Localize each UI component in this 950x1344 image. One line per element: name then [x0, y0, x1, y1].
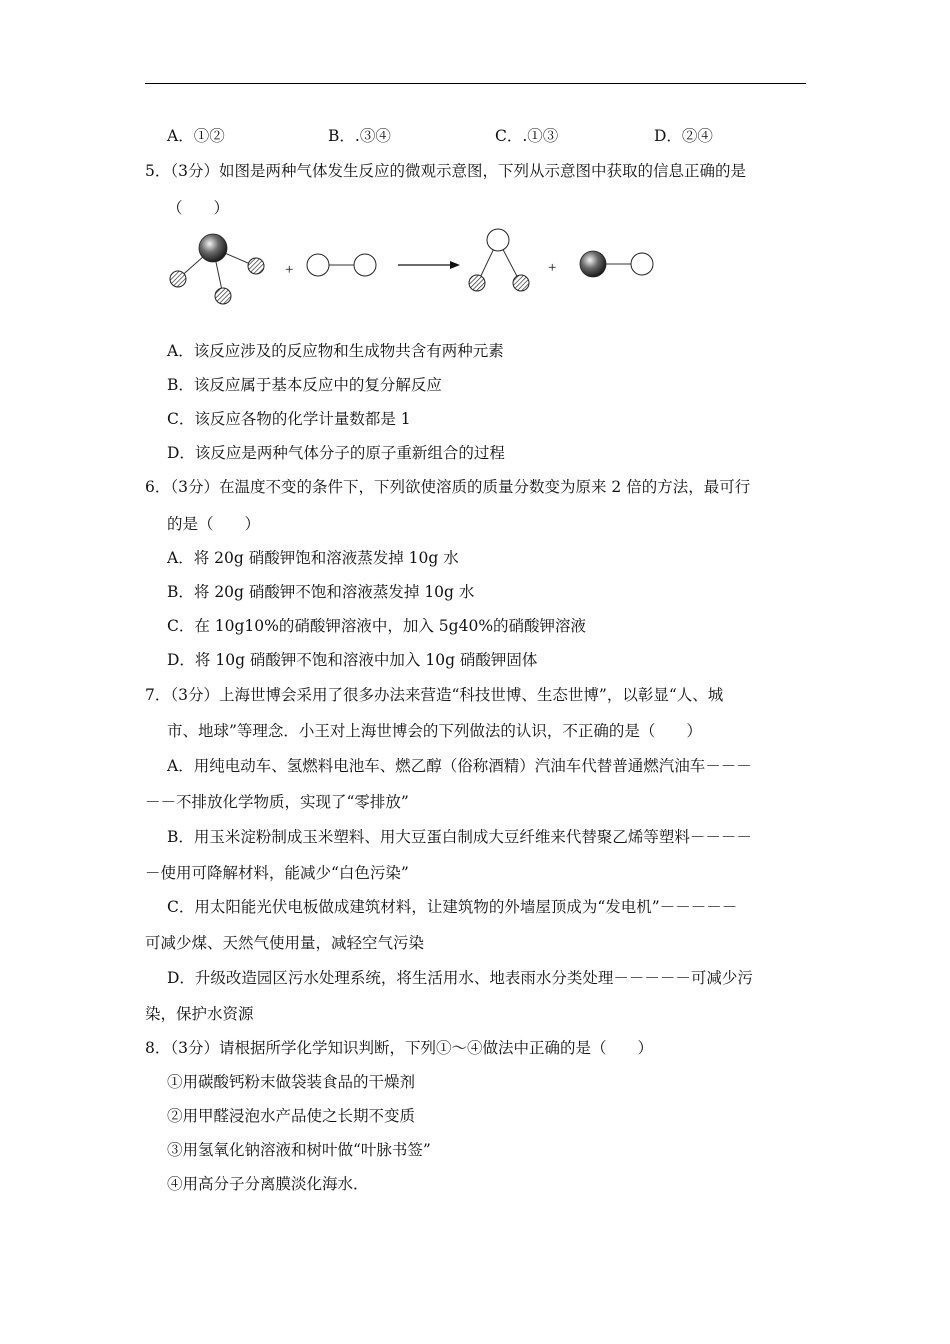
- white-atom: [307, 254, 329, 276]
- plus-sign-2: +: [548, 260, 557, 276]
- q7-option-c-line1[interactable]: C．用太阳能光伏电板做成建筑材料，让建筑物的外墙屋顶成为“发电机”－－－－－: [167, 898, 738, 916]
- hatched-atom: [170, 271, 186, 287]
- q5-option-a[interactable]: A．该反应涉及的反应物和生成物共含有两种元素: [167, 342, 504, 360]
- q7-option-a-line1[interactable]: A．用纯电动车、氢燃料电池车、燃乙醇（俗称酒精）汽油车代替普通燃汽油车－－－: [167, 757, 752, 775]
- q4-option-a[interactable]: A．①②: [167, 127, 225, 145]
- q6-option-c[interactable]: C．在 10g10%的硝酸钾溶液中，加入 5g40%的硝酸钾溶液: [167, 617, 587, 635]
- hatched-atom: [248, 258, 264, 274]
- q5-option-d[interactable]: D．该反应是两种气体分子的原子重新组合的过程: [167, 444, 505, 462]
- q4-options: [0, 126, 950, 148]
- white-atom: [487, 229, 509, 251]
- dark-atom: [580, 251, 606, 277]
- header-rule: [145, 83, 806, 84]
- q4-option-c[interactable]: C．.①③: [495, 127, 559, 145]
- q7-option-d-line2[interactable]: 染，保护水资源: [145, 1005, 254, 1023]
- q7-option-c-line2[interactable]: 可减少煤、天然气使用量，减轻空气污染: [145, 934, 425, 952]
- q4-option-d[interactable]: D．②④: [654, 127, 713, 145]
- q7-stem-line1: 7．（3分）上海世博会采用了很多办法来营造“科技世博、生态世博”，以彰显“人、城: [145, 686, 724, 704]
- q8-item-3: ③用氢氧化钠溶液和树叶做“叶脉书签”: [167, 1141, 431, 1159]
- q8-stem: 8．（3分）请根据所学化学知识判断，下列①～④做法中正确的是（ ）: [145, 1039, 653, 1057]
- dark-atom: [199, 234, 227, 262]
- q6-stem-line1: 6．（3分）在温度不变的条件下，下列欲使溶质的质量分数变为原来 2 倍的方法，最可行: [145, 478, 751, 496]
- q7-option-a-line2[interactable]: －－不排放化学物质，实现了“零排放”: [145, 793, 409, 811]
- q7-option-b-line2[interactable]: －使用可降解材料，能减少“白色污染”: [145, 864, 409, 882]
- hatched-atom: [513, 275, 529, 291]
- q6-option-b[interactable]: B．将 20g 硝酸钾不饱和溶液蒸发掉 10g 水: [167, 583, 475, 601]
- q5-reaction-diagram: [160, 222, 680, 312]
- hatched-atom: [215, 288, 231, 304]
- reactant-molecule-2: [307, 254, 376, 276]
- q8-item-4: ④用高分子分离膜淡化海水．: [167, 1175, 369, 1193]
- q7-stem-line2: 市、地球”等理念．小王对上海世博会的下列做法的认识，不正确的是（ ）: [167, 722, 702, 740]
- q5-option-b[interactable]: B．该反应属于基本反应中的复分解反应: [167, 376, 442, 394]
- q7-option-d-line1[interactable]: D．升级改造园区污水处理系统，将生活用水、地表雨水分类处理－－－－－可减少污: [167, 969, 753, 987]
- white-atom: [354, 254, 376, 276]
- q5-answer-paren: （ ）: [167, 199, 230, 217]
- q8-item-1: ①用碳酸钙粉末做袋装食品的干燥剂: [167, 1073, 416, 1091]
- product-molecule-1: [469, 229, 529, 291]
- reactant-molecule-1: [170, 234, 264, 304]
- hatched-atom: [469, 275, 485, 291]
- q4-option-b[interactable]: B．.③④: [328, 127, 391, 145]
- q6-stem-line2: 的是（ ）: [167, 515, 261, 533]
- q8-item-2: ②用甲醛浸泡水产品使之长期不变质: [167, 1107, 416, 1125]
- q7-option-b-line1[interactable]: B．用玉米淀粉制成玉米塑料、用大豆蛋白制成大豆纤维来代替聚乙烯等塑料－－－－: [167, 828, 752, 846]
- plus-sign-1: +: [285, 262, 294, 278]
- q6-option-a[interactable]: A．将 20g 硝酸钾饱和溶液蒸发掉 10g 水: [167, 549, 459, 567]
- q6-option-d[interactable]: D．将 10g 硝酸钾不饱和溶液中加入 10g 硝酸钾固体: [167, 651, 538, 669]
- white-atom: [631, 253, 653, 275]
- product-molecule-2: [580, 251, 653, 277]
- reaction-arrow: [398, 261, 460, 269]
- q5-stem: 5．（3分）如图是两种气体发生反应的微观示意图，下列从示意图中获取的信息正确的是: [145, 162, 746, 180]
- q5-option-c[interactable]: C．该反应各物的化学计量数都是 1: [167, 410, 411, 428]
